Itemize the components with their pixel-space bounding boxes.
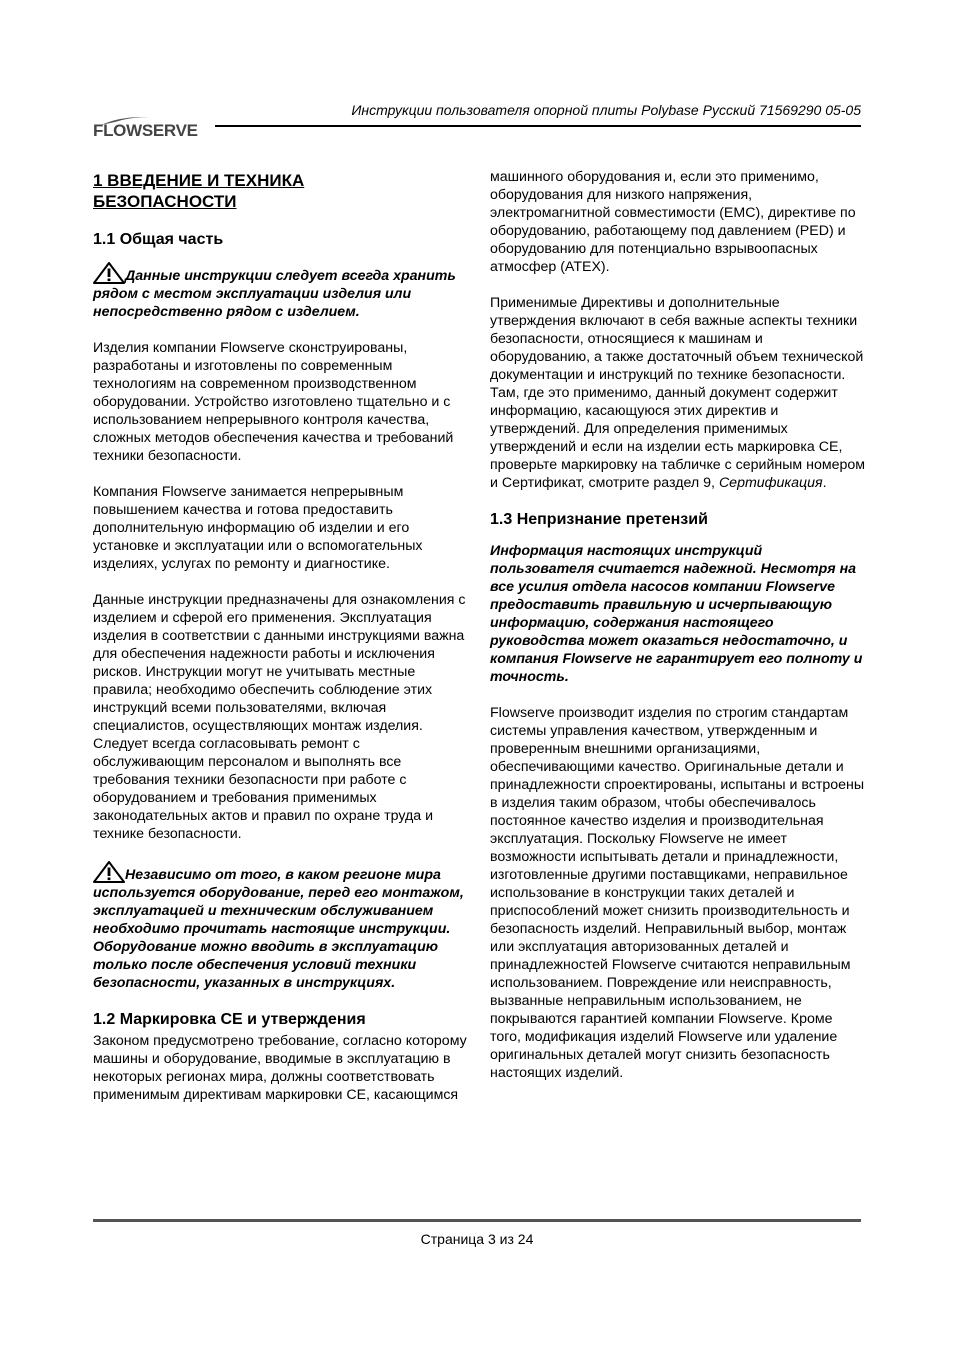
warning-1 <box>93 262 471 321</box>
section-1-2-heading: 1.2 Маркировка CE и утверждения <box>93 1011 366 1028</box>
header-rule <box>215 125 861 127</box>
warning-1-text: Данные инструкции следует всегда хранить рядом с местом эксплуатации изделия или непосредственно рядом с изделием. <box>93 268 456 320</box>
intro-paragraph-2: Компания Flowserve занимается непрерывным повышением качества и готова предоставить дополнительную информацию об изделии и его установке и эксплуатации или о вспомогательных изделиях, услугах по ремонту и диагностике. <box>93 484 423 572</box>
section-1-heading: 1 ВВЕДЕНИЕ И ТЕХНИКА БЕЗОПАСНОСТИ <box>93 171 305 211</box>
page-header-title: Инструкции пользователя опорной плиты Polybase Русский 71569290 05-05 <box>351 102 861 118</box>
warning-triangle-icon <box>93 262 125 284</box>
page-number: Страница 3 из 24 <box>420 1231 534 1247</box>
intro-paragraph-1: Изделия компании Flowserve сконструированы, разработаны и изготовлены по современным технологиям на современном производственном оборудовании. Устройство изготовлено тщательно и с использованием непрерывного контроля качества, сложных методов обеспечения качества и требований техники безопасности. <box>93 340 454 464</box>
footer-rule <box>93 1219 861 1222</box>
directives-text: Применимые Директивы и дополнительные утверждения включают в себя важные аспекты техники безопасности, относящиеся к машинам и оборудованию, а также достаточный объем технической документации и инструкций по технике безопасности. Там, где это применимо, данный документ содержит информацию, касающуюся этих директив и утверждений. Для определения применимых утверждений и если на изделии есть маркировка CE, проверьте маркировку на табличке с серийным номером и Сертификат, смотрите раздел 9, <box>490 295 866 491</box>
intro-paragraph-3: Данные инструкции предназначены для ознакомления с изделием и сферой его применения. Эксплуатация изделия в соответствии с данными инструкциями важна для обеспечения надежности работы и исключения рисков. Инструкции могут не учитывать местные правила; необходимо обеспечить соблюдение этих инструкций всеми пользователями, включая специалистов, осуществляющих монтаж изделия. Следует всегда согласовывать ремонт с обслуживающим персоналом и выполнять все требования техники безопасности при работе с оборудованием и требования применимых законодательных актов и правил по охране труда и технике безопасности. <box>93 592 466 842</box>
disclaimer-paragraph: Информация настоящих инструкций пользователя считается надежной. Несмотря на все усилия отдела насосов компании Flowserve предоставить правильную и исчерпывающую информацию, содержания настоящего руководства может оказаться недостаточно, и компания Flowserve не гарантирует его полноту и точность. <box>490 543 863 685</box>
certification-reference: Сертификация <box>718 475 823 491</box>
quality-paragraph: Flowserve производит изделия по строгим стандартам системы управления качеством, утвержденным и проверенным внешними организациями, обеспечивающими качество. Оригинальные детали и принадлежности спроектированы, испытаны и встроены в изделия таким образом, чтобы обеспечивалось постоянное качество изделия и производительная эксплуатация. Поскольку Flowserve не имеет возможности испытывать детали и принадлежности, изготовленные другими поставщиками, неправильное использование в конструкции таких деталей и приспособлений может снизить производительность и безопасность изделий. Неправильный выбор, монтаж или эксплуатация авторизованных деталей и принадлежностей Flowserve считаются неправильным использованием. Повреждение или неисправность, вызванные неправильным использованием, не покрываются гарантией компании Flowserve. Кроме того, модификация изделий Flowserve или удаление оригинальных деталей могут снизить безопасность настоящих изделий. <box>490 705 865 1081</box>
left-column <box>93 168 471 1122</box>
ce-paragraph: Законом предусмотрено требование, согласно которому машины и оборудование, вводимые в эксплуатацию в некоторых регионах мира, должны соответствовать применимым директивам маркировки CE, касающимся <box>93 1033 467 1103</box>
logo-text: FLOWSERVE <box>93 121 198 139</box>
warning-2-text: Независимо от того, в каком регионе мира используется оборудование, перед его монтажом, эксплуатацией и техническим обслуживанием необходимо прочитать настоящие инструкции. Оборудование можно вводить в эксплуатацию только после обеспечения условий техники безопасности, указанных в инструкциях. <box>93 867 464 991</box>
ce-paragraph-continued: машинного оборудования и, если это применимо, оборудования для низкого напряжения, электромагнитной совместимости (EMC), директиве по оборудованию, работающему под давлением (PED) и оборудованию для потенциально взрывоопасных атмосфер (ATEX). <box>490 169 856 275</box>
section-1-3-heading: 1.3 Непризнание претензий <box>490 511 708 528</box>
right-column <box>490 168 866 1100</box>
warning-2 <box>93 861 471 992</box>
warning-triangle-icon <box>93 861 125 883</box>
section-1-1-heading: 1.1 Общая часть <box>93 231 224 248</box>
directives-end: . <box>822 475 827 491</box>
flowserve-logo <box>93 113 211 139</box>
directives-paragraph <box>490 294 866 492</box>
